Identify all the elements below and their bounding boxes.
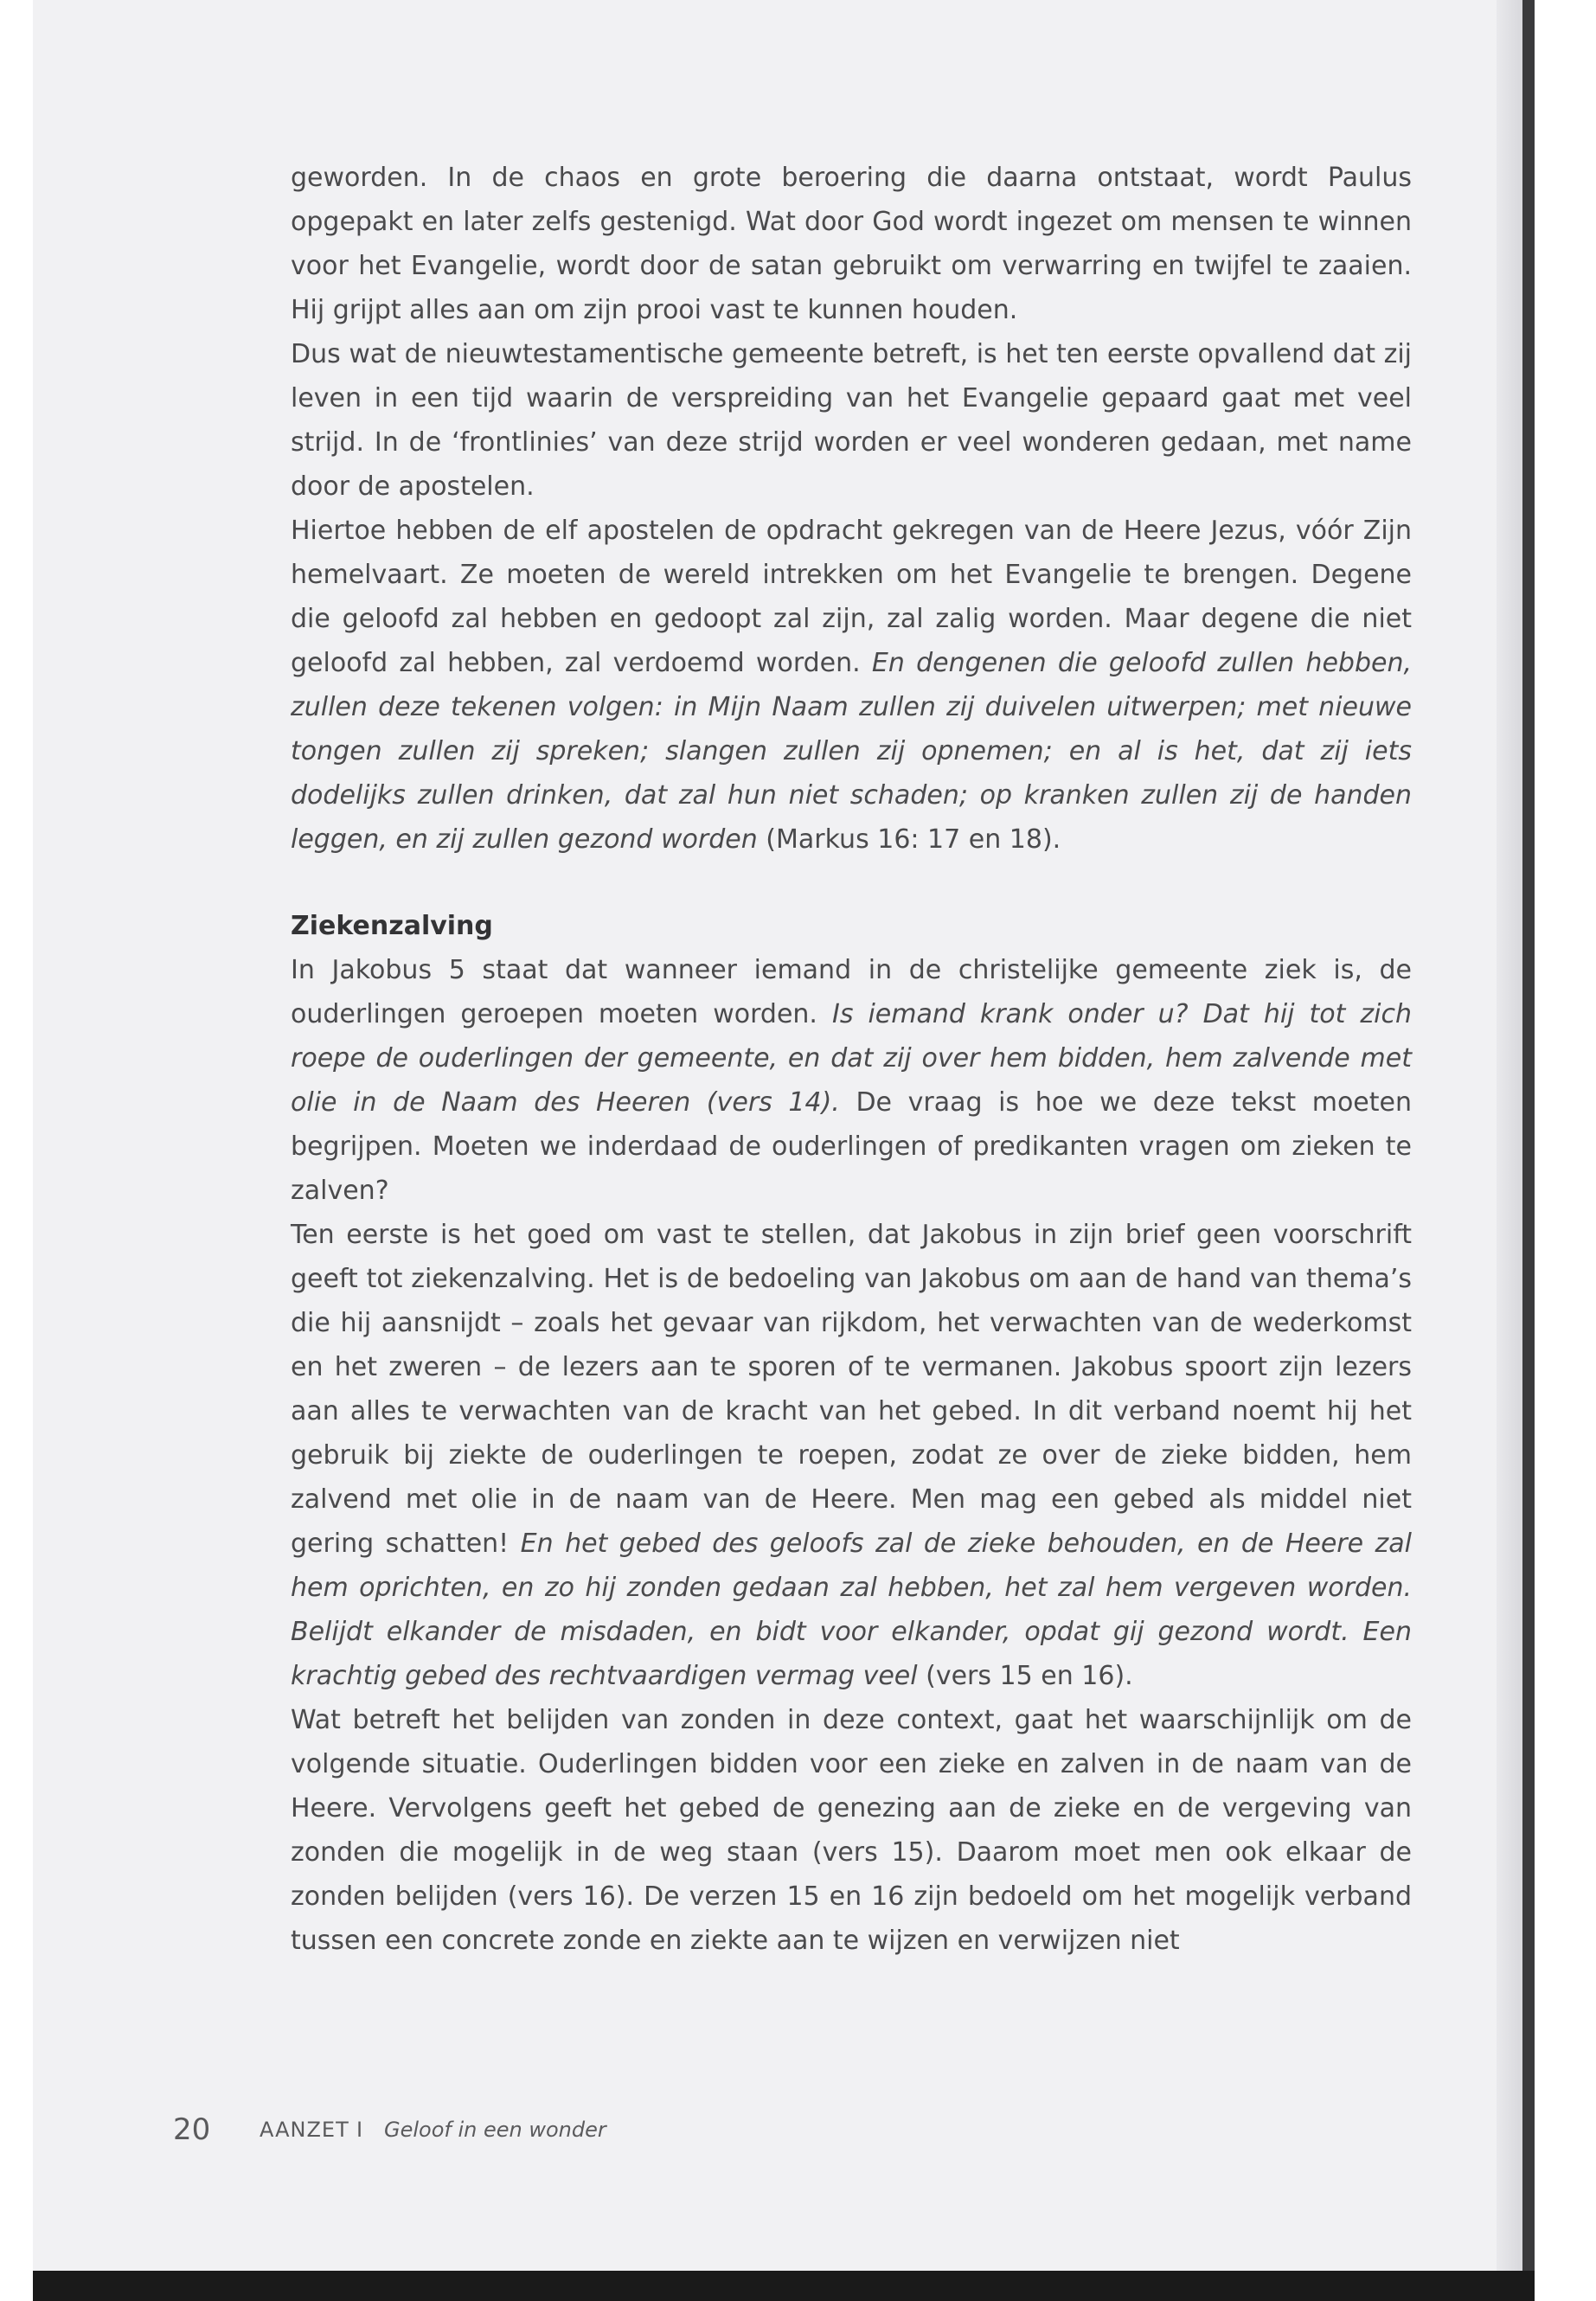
text-segment: Wat betreft het belijden van zonden in deze context, gaat het waarschijnlijk om de volgende situatie. Ouderlingen bidden voor een zieke en zalven in de naam van de Heere. Vervolgens geeft het gebed de genezing aan de zieke en de vergeving van zonden die mogelijk in de weg staan (vers 15). Daarom moet men ook elkaar de zonden belijden (vers 16). De verzen 15 en 16 zijn bedoeld om het mogelijk verband tussen een concrete zonde en ziekte aan te wijzen en verwijzen niet <box>291 1705 1412 1956</box>
paragraph <box>291 1698 1412 1963</box>
book-spine <box>1522 0 1535 2301</box>
text-segment: (vers 15 en 16). <box>917 1661 1133 1691</box>
paragraph <box>291 509 1412 862</box>
footer-separator: I <box>356 2118 363 2142</box>
bottom-scan-edge <box>33 2271 1535 2301</box>
section-heading: Ziekenzalving <box>291 911 493 941</box>
paragraph <box>291 1213 1412 1698</box>
paragraph <box>291 156 1412 332</box>
text-segment: De vraag is hoe we deze tekst moeten begrijpen. Moeten we inderdaad de ouderlingen of predikanten vragen om zieken te zalven? <box>291 1087 1412 1206</box>
scripture-quote: Is iemand krank onder u? Dat hij tot zich roepe de ouderlingen der gemeente, en dat zij over hem bidden, hem zalvende met olie in de Naam des Heeren (vers 14). <box>291 999 1412 1118</box>
text-segment: Ten eerste is het goed om vast te stellen, dat Jakobus in zijn brief geen voorschrift geeft tot ziekenzalving. Het is de bedoeling van Jakobus om aan de hand van thema’s die hij aansnijdt – zoals het gevaar van rijkdom, het verwachten van de wederkomst en het zweren – de lezers aan te sporen of te vermanen. Jakobus spoort zijn lezers aan alles te verwachten van de kracht van het gebed. In dit verband noemt hij het gebruik bij ziekte de ouderlingen te roepen, zodat ze over de zieke bidden, hem zalvend met olie in de naam van de Heere. Men mag een gebed als middel niet gering schatten! <box>291 1220 1412 1559</box>
text-segment: (Markus 16: 17 en 18). <box>757 824 1061 855</box>
page-edge-shadow <box>1497 0 1522 2271</box>
scan-margin <box>1535 0 1596 2301</box>
body-text <box>291 156 1412 1963</box>
series-name: AANZET <box>260 2118 349 2142</box>
text-segment: geworden. In de chaos en grote beroering die daarna ontstaat, wordt Paulus opgepakt en later zelfs gestenigd. Wat door God wordt ingezet om mensen te winnen voor het Evangelie, wordt door de satan gebruikt om verwarring en twijfel te zaaien. Hij grijpt alles aan om zijn prooi vast te kunnen houden. <box>291 163 1412 325</box>
page-number: 20 <box>173 2112 211 2147</box>
paragraph <box>291 948 1412 1213</box>
text-segment: Dus wat de nieuwtestamentische gemeente betreft, is het ten eerste opvallend dat zij leven in een tijd waarin de verspreiding van het Evangelie gepaard gaat met veel strijd. In de ‘frontlinies’ van deze strijd worden er veel wonderen gedaan, met name door de apostelen. <box>291 339 1412 502</box>
book-title: Geloof in een wonder <box>384 2118 606 2142</box>
paragraph <box>291 332 1412 509</box>
text-segment: Hiertoe hebben de elf apostelen de opdracht gekregen van de Heere Jezus, vóór Zijn hemelvaart. Ze moeten de wereld intrekken om het Evangelie te brengen. Degene die geloofd zal hebben en gedoopt zal zijn, zal zalig worden. Maar degene die niet geloofd zal hebben, zal verdoemd worden. <box>291 516 1412 678</box>
text-segment: In Jakobus 5 staat dat wanneer iemand in de christelijke gemeente ziek is, de ouderlingen geroepen moeten worden. <box>291 955 1412 1029</box>
scripture-quote: En dengenen die geloofd zullen hebben, zullen deze tekenen volgen: in Mijn Naam zullen zij duivelen uitwerpen; met nieuwe tongen zullen zij spreken; slangen zullen zij opnemen; en al is het, dat zij iets dodelijks zullen drinken, dat zal hun niet schaden; op kranken zullen zij de handen leggen, en zij zullen gezond worden <box>291 648 1412 855</box>
scripture-quote: En het gebed des geloofs zal de zieke behouden, en de Heere zal hem oprichten, en zo hij zonden gedaan zal hebben, het zal hem vergeven worden. Belijdt elkander de misdaden, en bidt voor elkander, opdat gij gezond wordt. Een krachtig gebed des rechtvaardigen vermag veel <box>291 1529 1413 1691</box>
